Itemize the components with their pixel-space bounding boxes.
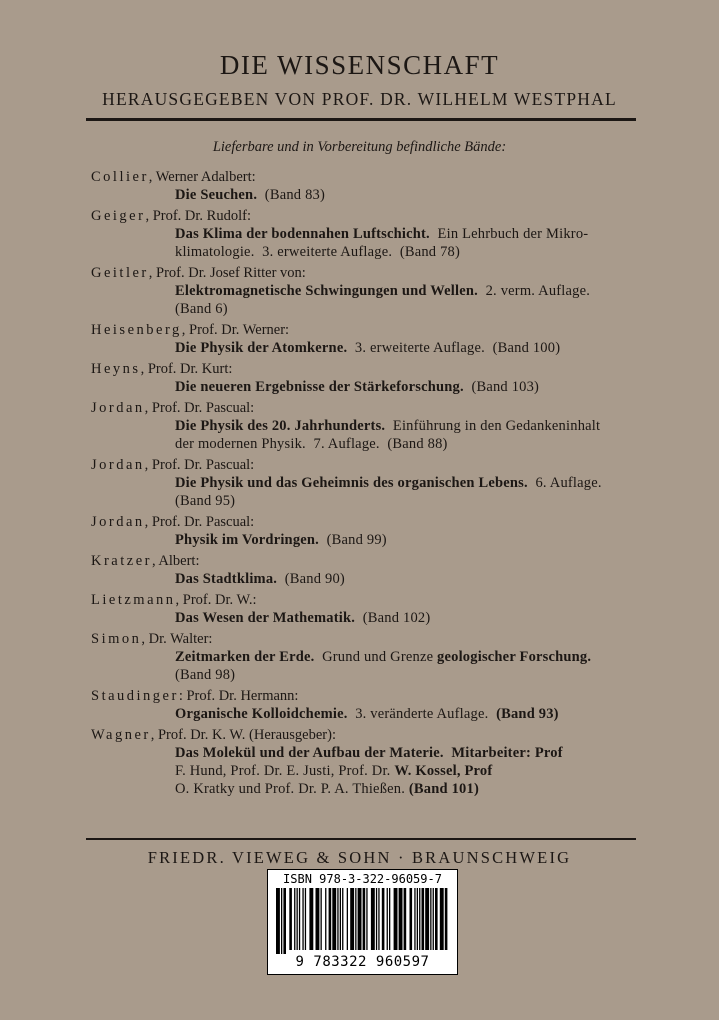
author-surname: Geiger (91, 208, 146, 224)
entry-author (91, 552, 641, 570)
barcode-bar (430, 888, 431, 950)
book-title: Die Seuchen. (175, 187, 258, 203)
entry-line (175, 744, 637, 762)
entry-title-block (175, 186, 637, 204)
isbn-label: ISBN 978-3-322-96059-7 (283, 872, 442, 886)
author-surname: Kratzer (91, 553, 152, 569)
entry-line (175, 648, 637, 666)
barcode-bar (394, 888, 398, 950)
barcode-bar (410, 888, 413, 950)
entry-line (175, 417, 637, 435)
barcode-bar (417, 888, 418, 950)
author-details: , Prof. Dr. Josef Ritter von: (148, 265, 306, 281)
top-rule (86, 118, 636, 121)
book-title: Physik im Vordringen. (175, 532, 319, 548)
entry-author (91, 207, 641, 225)
book-title: Das Klima der bodennahen Luftschicht. (175, 226, 430, 242)
barcode-bar (366, 888, 367, 950)
author-surname: Lietzmann (91, 592, 176, 608)
book-title: Organische Kolloidchemie. (175, 706, 348, 722)
author-details: , Albert: (151, 553, 200, 569)
edition-info: 3. veränderte Auflage. (347, 706, 497, 722)
entry-line (175, 243, 637, 261)
author-details: , Prof. Dr. Rudolf: (145, 208, 251, 224)
barcode-bar (340, 888, 341, 950)
barcode-bar (281, 888, 282, 954)
volume-entry (91, 726, 641, 798)
entry-line (175, 762, 637, 780)
barcode-bar (358, 888, 362, 950)
entry-title-block (175, 225, 637, 261)
volume-entry (91, 321, 641, 357)
edition-info: (Band 98) (175, 667, 236, 683)
isbn-digits: 9 783322 960597 (295, 954, 430, 970)
entry-author (91, 726, 641, 744)
volume-entry (91, 687, 641, 723)
edition-info: klimatologie. 3. erweiterte Auflage. (Band 78) (175, 244, 461, 260)
barcode-bar (363, 888, 366, 950)
edition-info: 6. Auflage. (527, 475, 602, 491)
barcode-bars (274, 888, 451, 954)
barcode-bar (355, 888, 356, 950)
entry-line (175, 492, 637, 510)
bottom-rule (86, 838, 636, 840)
author-surname: Jordan (91, 400, 145, 416)
entry-author (91, 456, 641, 474)
entry-title-block (175, 744, 637, 798)
barcode-bar (399, 888, 403, 950)
barcode-bar (297, 888, 298, 950)
edition-info: (Band 90) (277, 571, 345, 587)
edition-info: Ein Lehrbuch der Mikro- (429, 226, 589, 242)
entry-author (91, 513, 641, 531)
entry-title-block (175, 609, 637, 627)
author-details: , Prof. Dr. W.: (175, 592, 257, 608)
barcode-bar (435, 888, 438, 950)
edition-info: der modernen Physik. 7. Auflage. (Band 88) (175, 436, 448, 452)
barcode-bar (422, 888, 425, 950)
book-title: Die Physik und das Geheimnis des organischen Lebens. (175, 475, 528, 491)
author-surname: Heisenberg (91, 322, 182, 338)
entry-line (175, 705, 637, 723)
entry-author (91, 687, 641, 705)
author-surname: Jordan (91, 514, 145, 530)
barcode-bar (305, 888, 306, 950)
book-title: Das Stadtklima. (175, 571, 278, 587)
barcode-bar (302, 888, 303, 950)
entry-title-block (175, 417, 637, 453)
entry-title-block (175, 531, 637, 549)
edition-info: Grund und Grenze (314, 649, 438, 665)
author-surname: Simon (91, 631, 142, 647)
barcode-bar (325, 888, 326, 950)
author-details: , Werner Adalbert: (148, 169, 256, 185)
barcode-bar (378, 888, 379, 950)
barcode-bar (425, 888, 429, 950)
book-title: Die neueren Ergebnisse der Stärkeforschung. (175, 379, 464, 395)
entry-author (91, 591, 641, 609)
barcode-bar (321, 888, 322, 950)
author-details: , Prof. Dr. Werner: (181, 322, 290, 338)
list-intro: Lieferbare und in Vorbereitung befindliche Bände: (212, 139, 507, 155)
barcode-bar (347, 888, 348, 950)
book-title: geologischer Forschung. (437, 649, 592, 665)
entry-line (175, 666, 637, 684)
edition-info: (Band 95) (175, 493, 236, 509)
barcode-bar (376, 888, 377, 950)
barcode-bar (350, 888, 354, 950)
barcode-bar (414, 888, 415, 950)
author-details: , Prof. Dr. Pascual: (144, 400, 255, 416)
author-details: , Dr. Walter: (141, 631, 213, 647)
barcode-bar (276, 888, 280, 954)
book-title: Zeitmarken der Erde. (175, 649, 315, 665)
edition-info: 3. erweiterte Auflage. (Band 100) (347, 340, 561, 356)
volume-entry (91, 591, 641, 627)
edition-info: (Band 103) (463, 379, 540, 395)
volume-entry (91, 207, 641, 261)
volume-list (91, 168, 641, 801)
barcode-bar (289, 888, 292, 950)
entry-title-block (175, 570, 637, 588)
barcode-bar (445, 888, 448, 950)
book-title: Elektromagnetische Schwingungen und Wellen. (175, 283, 478, 299)
entry-title-block (175, 705, 637, 723)
edition-info: F. Hund, Prof. Dr. E. Justi, Prof. Dr. (175, 763, 395, 779)
book-title: Das Wesen der Mathematik. (175, 610, 356, 626)
entry-line (175, 300, 637, 318)
entry-title-block (175, 339, 637, 357)
volume-entry (91, 630, 641, 684)
entry-author (91, 321, 641, 339)
entry-author (91, 264, 641, 282)
entry-title-block (175, 474, 637, 510)
entry-author (91, 360, 641, 378)
entry-line (175, 435, 637, 453)
entry-title-block (175, 282, 637, 318)
author-details: , Prof. Dr. K. W. (Herausgeber): (150, 727, 336, 743)
volume-entry (91, 456, 641, 510)
barcode-bar (294, 888, 295, 950)
author-surname: Heyns (91, 361, 141, 377)
author-surname: Jordan (91, 457, 145, 473)
author-details: : Prof. Dr. Hermann: (178, 688, 299, 704)
volume-entry (91, 513, 641, 549)
edition-info: (Band 83) (257, 187, 325, 203)
barcode-bar (316, 888, 320, 950)
volume-entry (91, 264, 641, 318)
book-title: Die Physik des 20. Jahrhunderts. (175, 418, 386, 434)
entry-line (175, 780, 637, 798)
entry-line (175, 570, 637, 588)
entry-title-block (175, 648, 637, 684)
entry-line (175, 609, 637, 627)
book-title: (Band 93) (496, 706, 559, 722)
volume-entry (91, 360, 641, 396)
book-title: Das Molekül und der Aufbau der Materie. Mitarbeiter: Prof (175, 745, 563, 761)
volume-entry (91, 399, 641, 453)
entry-line (175, 225, 637, 243)
edition-info: (Band 102) (355, 610, 431, 626)
barcode-bar (371, 888, 375, 950)
barcode-bar (433, 888, 434, 950)
entry-line (175, 282, 637, 300)
book-title: (Band 101) (408, 781, 479, 797)
entry-line (175, 378, 637, 396)
volume-entry (91, 552, 641, 588)
edition-info: O. Kratky und Prof. Dr. P. A. Thießen. (175, 781, 409, 797)
edition-info: 2. verm. Auflage. (477, 283, 591, 299)
author-details: , Prof. Dr. Kurt: (140, 361, 233, 377)
publisher-line: FRIEDR. VIEWEG & SOHN · BRAUNSCHWEIG (147, 848, 572, 867)
series-editor: HERAUSGEGEBEN VON PROF. DR. WILHELM WESTPHAL (102, 89, 617, 109)
edition-info: (Band 99) (319, 532, 387, 548)
barcode-bar (342, 888, 343, 950)
series-title: DIE WISSENSCHAFT (219, 50, 500, 80)
barcode-bar (440, 888, 444, 950)
barcode-bar (389, 888, 390, 950)
entry-line (175, 474, 637, 492)
barcode-bar (387, 888, 388, 950)
volume-entry (91, 168, 641, 204)
book-title: W. Kossel, Prof (394, 763, 493, 779)
author-details: , Prof. Dr. Pascual: (144, 457, 255, 473)
barcode-bar (309, 888, 313, 950)
barcode-bar (299, 888, 300, 950)
entry-line (175, 531, 637, 549)
edition-info: (Band 6) (175, 301, 228, 317)
barcode-bar (332, 888, 336, 950)
entry-line (175, 339, 637, 357)
book-title: Die Physik der Atomkerne. (175, 340, 348, 356)
author-surname: Geitler (91, 265, 149, 281)
isbn-barcode-box (267, 869, 458, 975)
edition-info: Einführung in den Gedankeninhalt (385, 418, 601, 434)
entry-line (175, 186, 637, 204)
entry-author (91, 399, 641, 417)
entry-title-block (175, 378, 637, 396)
barcode-bar (382, 888, 385, 950)
author-surname: Wagner (91, 727, 151, 743)
barcode-bar (419, 888, 420, 950)
author-details: , Prof. Dr. Pascual: (144, 514, 255, 530)
barcode-bar (329, 888, 332, 950)
author-surname: Staudinger (91, 688, 179, 704)
barcode-bar (283, 888, 286, 954)
entry-author (91, 630, 641, 648)
entry-author (91, 168, 641, 186)
barcode-bar (404, 888, 407, 950)
barcode-bar (337, 888, 338, 950)
author-surname: Collier (91, 169, 149, 185)
